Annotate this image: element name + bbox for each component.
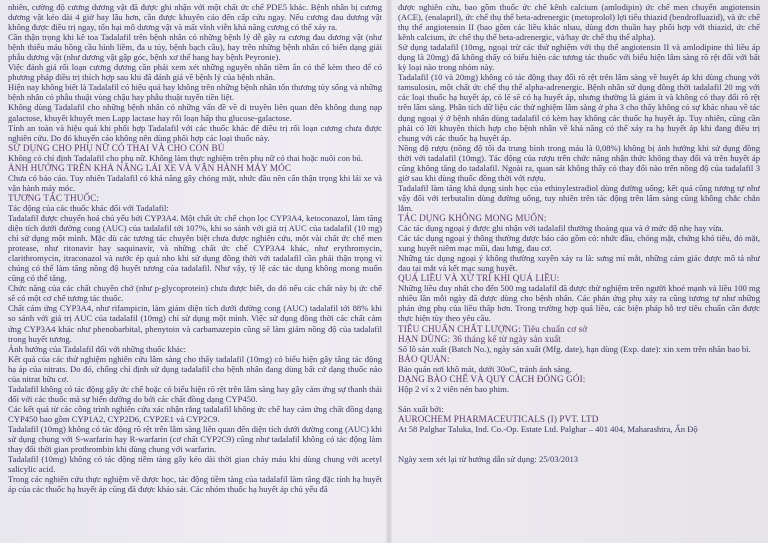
- paragraph: Cần thận trọng khi kê toa Tadalafil trên bệnh nhân có những bệnh lý dễ gây ra cương đau dương vật (như bệnh thiếu máu hồng cầu hình liềm, đa u tủy, bệnh bạch cầu), hay trên những bệnh nhân có biến dạng giải phẫu dương vật (như dương vật gập góc, bệnh xơ thể hang hay bệnh Peyronie).: [8, 32, 382, 63]
- paragraph: Tadalafil làm tăng khả dụng sinh học của ethinylestradiol dùng đường uống; kết quả cũng tương tự như vậy đối với terbutalin dùng đường uống, tuy nhiên trên tác động trên lâm sàng cũng không chắc chắn lắm.: [398, 182, 760, 213]
- section-heading: TÁC DỤNG KHÔNG MONG MUỐN:: [398, 212, 547, 223]
- paragraph: Chất cảm ứng CYP3A4, như rifampicin, làm giảm diện tích dưới đường cong (AUC) tadalafil tới 88% khi so sánh với giá trị AUC của tadalafil (10mg) chỉ sử dụng một mình. Việc sử dụng đồng thời các chất cảm ứng CYP3A4 khác như phenobarbital, phenytoin và carbamazepin cũng sẽ làm giảm nồng độ của tadalafil trong huyết tương.: [8, 303, 382, 344]
- paragraph: Các tác dụng ngoại ý được ghi nhận với tadalafil thường thoáng qua và ở mức độ nhẹ hay vừa.: [398, 223, 724, 234]
- paragraph: Tadalafil không có tác động gây ức chế hoặc có biểu hiện rõ rệt trên lâm sàng hay gây cảm ứng sự thanh thải đối với các thuốc mà sự biến dưỡng do bởi các chất đồng dạng CYP450.: [8, 383, 382, 404]
- paragraph: Tadalafil được chuyển hoá chủ yếu bởi CYP3A4. Một chất ức chế chọn lọc CYP3A4, ketoconazol, làm tăng diện tích dưới đường cong (AUC) của tadalafil tới 107%, khi so sánh với giá trị AUC của tadalafil (10 mg) chỉ sử dụng một mình. Mặc dù các tương tác chuyên biệt chưa được nghiên cứu, một vài chất ức chế men protease, như ritonavir hay saquinavir, và những chất ức chế CYP3A4 khác, như erythromycin, clarithromycin, itraconazol và nước ép quả nho khi sử dụng đồng thời với tadalafil cần phải thận trọng vì chúng có thể làm tăng nồng độ huyết tương của tadalafil. Như vậy, tỷ lệ các tác dụng không mong muốn cũng có thể tăng.: [8, 212, 382, 284]
- section-heading: ẢNH HƯỞNG TRÊN KHẢ NĂNG LÁI XE VÀ VẬN HÀNH MÁY MÓC: [8, 162, 292, 173]
- section-heading: BẢO QUẢN:: [398, 353, 450, 364]
- right-column: [398, 2, 760, 542]
- page-fold: [386, 0, 392, 543]
- section-heading: SỬ DỤNG CHO PHỤ NỮ CÓ THAI VÀ CHO CON BÚ: [8, 142, 225, 153]
- section-heading: DẠNG BÀO CHẾ VÀ QUY CÁCH ĐÓNG GÓI:: [398, 373, 586, 384]
- paragraph: Số lô sản xuất (Batch No.), ngày sản xuất (Mfg. date), hạn dùng (Exp. date): xin xem trên nhãn bao bì.: [398, 343, 751, 354]
- paragraph: Các tác dụng ngoại ý thông thường được báo cáo gồm có: nhức đầu, chóng mặt, chứng khó tiêu, đỏ mặt, xung huyết niêm mạc mũi, đau lưng, đau cơ.: [398, 233, 760, 254]
- paragraph: Tác động của các thuốc khác đối với Tadalafil:: [8, 202, 169, 213]
- left-column: [8, 2, 382, 542]
- paragraph: Ngày xem xét lại từ hướng dẫn sử dụng: 25/03/2013: [398, 453, 579, 464]
- spacer: [398, 444, 760, 454]
- paragraph: Những tác dụng ngoại ý không thường xuyên xảy ra là: sưng mí mắt, những cảm giác được mô tả như đau tại mắt và kết mạc sung huyết.: [398, 253, 760, 274]
- section-heading: AUROCHEM PHARMACEUTICALS (I) PVT. LTD: [398, 413, 599, 424]
- section-heading: HẠN DÙNG: 36 tháng kể từ ngày sản xuất: [398, 333, 561, 344]
- paragraph: Ảnh hưởng của Tadalafil đối với những thuốc khác:: [8, 343, 187, 354]
- paragraph: Không có chỉ định Tadalafil cho phụ nữ. Không làm thực nghiệm trên phụ nữ có thai hoặc nuôi con bú.: [8, 152, 363, 163]
- paragraph: nhiên, cường độ cương dương vật đã được ghi nhận với một chất ức chế PDE5 khác. Bệnh nhân bị cương dương vật kéo dài 4 giờ hay lâu hơn, cần được khuyên cáo đến cấp cứu ngay. Nếu cương đau dương vật không được điều trị ngay, tổn hại mô dương vật và mất vĩnh viễn khả năng cương có thể xảy ra.: [8, 2, 382, 33]
- paragraph: Sử dụng tadalafil (10mg, ngoại trừ các thử nghiệm với thụ thể angiotensin II và amlodipine thì liều áp dụng là 20mg) đã không thấy có biểu hiện các tương tác thuốc với biểu hiện lâm sàng rõ rệt đối với bất kỳ loại nào trong nhóm này.: [398, 42, 760, 73]
- paragraph: Chưa có báo cáo. Tuy nhiên Tadalafil có khả năng gây chóng mặt, nhức đầu nên cẩn thận trọng khi lái xe và vận hành máy móc.: [8, 172, 382, 193]
- section-heading: TIÊU CHUẨN CHẤT LƯỢNG: Tiêu chuẩn cơ sở: [398, 323, 588, 334]
- paragraph: Kết quả của các thử nghiệm nghiên cứu lâm sàng cho thấy tadalafil (10mg) có biểu hiện gây tăng tác động hạ áp của nitrats. Do đó, chống chỉ định sử dụng tadalafil cho bệnh nhân đang dùng bất cứ dạng thuốc nào của nitrat hữu cơ.: [8, 353, 382, 384]
- paragraph: Các kết quả từ các công trình nghiên cứu xác nhận rằng tadalafil không ức chế hay cảm ứng chất đồng dạng CYP450 bao gồm CYP1A2, CYP2D6, CYP2E1 và CYP2C9.: [8, 403, 382, 424]
- paragraph: Việc đánh giá rối loạn cương dương cần phải xem xét những nguyên nhân tiềm ẩn có thể kèm theo để có phương pháp điều trị thích hợp sau khi đã đánh giá về bệnh lý của bệnh nhân.: [8, 62, 382, 83]
- paragraph: Nồng độ rượu (nồng độ tối đa trung bình trong máu là 0,08%) không bị ảnh hưởng khi sử dụng đồng thời với tadalafil (10mg). Tác động của rượu trên chức năng nhận thức không thay đổi và trên huyết áp cũng không tăng do tadalafil. Ngoài ra, quan sát không thấy có thay đổi nào trên nồng độ của tadalafil 3 giờ sau khi dùng thuốc đồng thời với rượu.: [398, 142, 760, 183]
- paragraph: Tadalafil (10mg) không có tác động tiềm tàng gây kéo dài thời gian chảy máu khi dùng chung với acetyl salicylic acid.: [8, 454, 382, 475]
- paragraph: At 58 Palghar Taluka, Ind. Co.-Op. Estate Ltd. Palghar – 401 404, Maharashtra, Ấn Độ: [398, 423, 698, 434]
- paragraph: Tadalafil (10mg) không có tác động rõ rệt trên lâm sàng liên quan đến diện tích dưới đường cong (AUC) khi sử dụng chung với S-warfarin hay R-warfarin (cơ chất CYP2C9) cũng như tadalafil không có tác động làm thay đổi thời gian prothrombin khi dùng chung với warfarin.: [8, 423, 382, 455]
- paragraph: Hiện nay không biết là Tadalafil có hiệu quả hay không trên những bệnh nhân tổn thương tủy sống và những bệnh nhân có phẫu thuật vùng chậu hay phẫu thuật tuyến tiền liệt.: [8, 82, 382, 103]
- paragraph: Bảo quản nơi khô mát, dưới 30oC, tránh ánh sáng.: [398, 363, 572, 374]
- section-heading: QUÁ LIỀU VÀ XỬ TRÍ KHI QUÁ LIỀU:: [398, 273, 560, 284]
- paragraph: Chức năng của các chất chuyên chở (như p-glycoprotein) chưa được biết, do đó nếu các chất này bị ức chế sẽ có một cơ chế tương tác thuốc.: [8, 283, 382, 304]
- section-heading: TƯƠNG TÁC THUỐC:: [8, 192, 100, 203]
- paragraph: Trong các nghiên cứu thực nghiệm về dược học, tác động tiềm tàng của tadalafil làm tăng đặc tính hạ huyết áp của các thuốc hạ huyết áp cũng đã được khảo sát. Các nhóm thuốc hạ huyết áp chủ yếu đã: [8, 474, 382, 495]
- spacer: [398, 434, 760, 444]
- paragraph: Tadalafil (10 và 20mg) không có tác động thay đổi rõ rệt trên lâm sàng về huyết áp khi dùng chung với tamsulosin, một chất ức chế thụ thể alpha-adrenergic. Bệnh nhân sử dụng đồng thời tadalafil 20 mg với các loại thuốc hạ huyết áp, có lẽ sẽ có hạ huyết áp, nhưng thường là giảm ít và không có thay đổi rõ rệt trên lâm sàng. Phân tích dữ liệu các thử nghiệm lâm sàng ở pha 3 cho thấy không có sự khác nhau về tác dụng ngoại ý ở bệnh nhân dùng tadalafil có kèm hay không các thuốc hạ huyết áp. Tuy nhiên, cũng cần phải có lời khuyên thích hợp cho bệnh nhân về khả năng có thể xảy ra hạ huyết áp khi đang điều trị chung với các thuốc hạ huyết áp.: [398, 72, 760, 143]
- paragraph: Tính an toàn và hiệu quả khi phối hợp Tadalafil với các thuốc khác để điều trị rối loạn cương chưa được nghiên cứu. Do đó khuyến cáo không nên dùng phối hợp các loại thuốc này.: [8, 122, 382, 143]
- paragraph: Sản xuất bởi:: [398, 403, 444, 414]
- spacer: [398, 394, 760, 404]
- paragraph: Hộp 2 vỉ x 2 viên nén bao phim.: [398, 383, 509, 394]
- paragraph: được nghiên cứu, bao gồm thuốc ức chế kênh calcium (amlodipin) ức chế men chuyển angiotensin (ACE), (enalapril), ức chế thụ thể beta-adrenergic (metoprolol) lợi tiểu thiazid (bendrofluazid), và ức chế thụ thể angiotensin II (bao gồm các liều khác nhau, dùng đơn thuần hay phối hợp với thiazid, ức chế kênh calcium, ức chế thụ thể beta-adrenergic, và/hay ức chế thụ thể alpha).: [398, 2, 760, 43]
- paragraph: Không dùng Tadalafil cho những bệnh nhân có những vấn đề về di truyền liên quan đến không dung nạp galactose, khuyết khuyết men Lapp lactase hay rối loạn hấp thu glucose-galactose.: [8, 102, 382, 123]
- paragraph: Những liều duy nhất cho đến 500 mg tadalafil đã được thử nghiệm trên người khoẻ mạnh và liều 100 mg nhiều lần mỗi ngày đã được dùng cho bệnh nhân. Các phản ứng phụ xảy ra cũng tương tự như những phản ứng phụ của liều thấp hơn. Trong trường hợp quá liều, các biện pháp hỗ trợ tiêu chuẩn cần được thực hiện tùy theo yêu cầu.: [398, 283, 760, 324]
